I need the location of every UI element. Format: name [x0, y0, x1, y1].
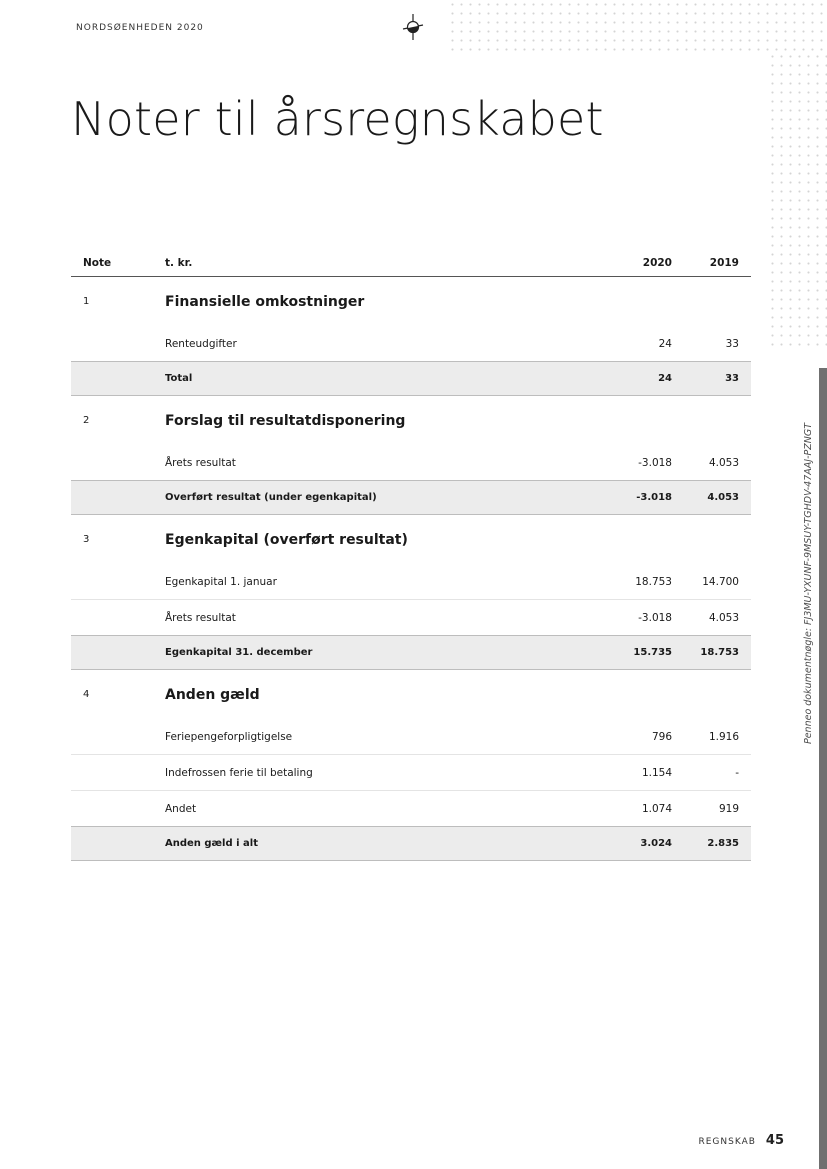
column-header-unit: t. kr. [165, 257, 193, 269]
value-2019: 4.053 [708, 611, 739, 624]
page-number: 45 [765, 1133, 784, 1148]
note-title: Anden gæld [165, 686, 260, 703]
note-title: Egenkapital (overført resultat) [165, 531, 408, 548]
total-2019: 33 [725, 373, 739, 384]
total-label: Anden gæld i alt [165, 838, 258, 849]
note-number: 2 [83, 415, 90, 426]
value-2019: 14.700 [702, 575, 739, 588]
row-label: Indefrossen ferie til betaling [165, 766, 313, 779]
table-row [71, 600, 751, 636]
value-2019: 919 [718, 802, 739, 815]
value-2019: 33 [725, 337, 739, 350]
value-2020: 24 [658, 337, 672, 350]
note-number: 3 [83, 534, 90, 545]
row-label: Feriepengeforpligtigelse [165, 730, 293, 743]
note-number: 4 [83, 689, 90, 700]
total-label: Overført resultat (under egenkapital) [165, 492, 377, 503]
note-heading [71, 670, 751, 719]
value-2020: 18.753 [635, 575, 672, 588]
total-2019: 18.753 [700, 647, 739, 658]
notes-table [71, 250, 751, 861]
value-2020: -3.018 [638, 611, 672, 624]
value-2019: 4.053 [708, 456, 739, 469]
total-row [71, 481, 751, 515]
table-row [71, 326, 751, 362]
running-header: NORDSØENHEDEN 2020 [76, 23, 204, 33]
table-row [71, 755, 751, 791]
dot-pattern-side [768, 52, 827, 352]
note-title: Forslag til resultatdisponering [165, 412, 406, 429]
total-row [71, 362, 751, 396]
row-label: Årets resultat [165, 611, 236, 624]
column-header-2020: 2020 [642, 257, 672, 269]
side-bar [819, 368, 827, 1169]
page-footer [698, 1133, 784, 1148]
table-header [71, 250, 751, 277]
total-2020: 3.024 [640, 838, 672, 849]
page-title: Noter til årsregnskabet [71, 92, 604, 146]
table-row [71, 791, 751, 827]
note-heading [71, 396, 751, 445]
row-label: Årets resultat [165, 456, 236, 469]
table-row [71, 719, 751, 755]
column-header-note: Note [83, 257, 112, 269]
note-title: Finansielle omkostninger [165, 293, 365, 310]
total-label: Egenkapital 31. december [165, 647, 313, 658]
value-2019: 1.916 [708, 730, 739, 743]
note-number: 1 [83, 296, 90, 307]
value-2020: -3.018 [638, 456, 672, 469]
table-row [71, 445, 751, 481]
dot-pattern-top [448, 0, 827, 52]
total-label: Total [165, 373, 193, 384]
value-2020: 796 [651, 730, 672, 743]
total-2020: -3.018 [636, 492, 672, 503]
value-2020: 1.074 [641, 802, 672, 815]
total-2019: 2.835 [707, 838, 739, 849]
total-2019: 4.053 [707, 492, 739, 503]
total-2020: 24 [658, 373, 672, 384]
row-label: Renteudgifter [165, 337, 237, 350]
note-heading [71, 277, 751, 326]
row-label: Andet [165, 802, 197, 815]
document-key: Penneo dokumentnøgle: FJ3MU-YXUNF-9MSUY-TGHDV-47AAJ-PZNGT [803, 423, 814, 745]
value-2020: 1.154 [641, 766, 672, 779]
total-row [71, 827, 751, 861]
table-row [71, 564, 751, 600]
total-row [71, 636, 751, 670]
column-header-2019: 2019 [709, 257, 739, 269]
total-2020: 15.735 [633, 647, 672, 658]
value-2019: - [735, 766, 739, 779]
note-heading [71, 515, 751, 564]
compass-icon [398, 12, 428, 42]
row-label: Egenkapital 1. januar [165, 575, 277, 588]
footer-section: REGNSKAB [698, 1137, 756, 1147]
